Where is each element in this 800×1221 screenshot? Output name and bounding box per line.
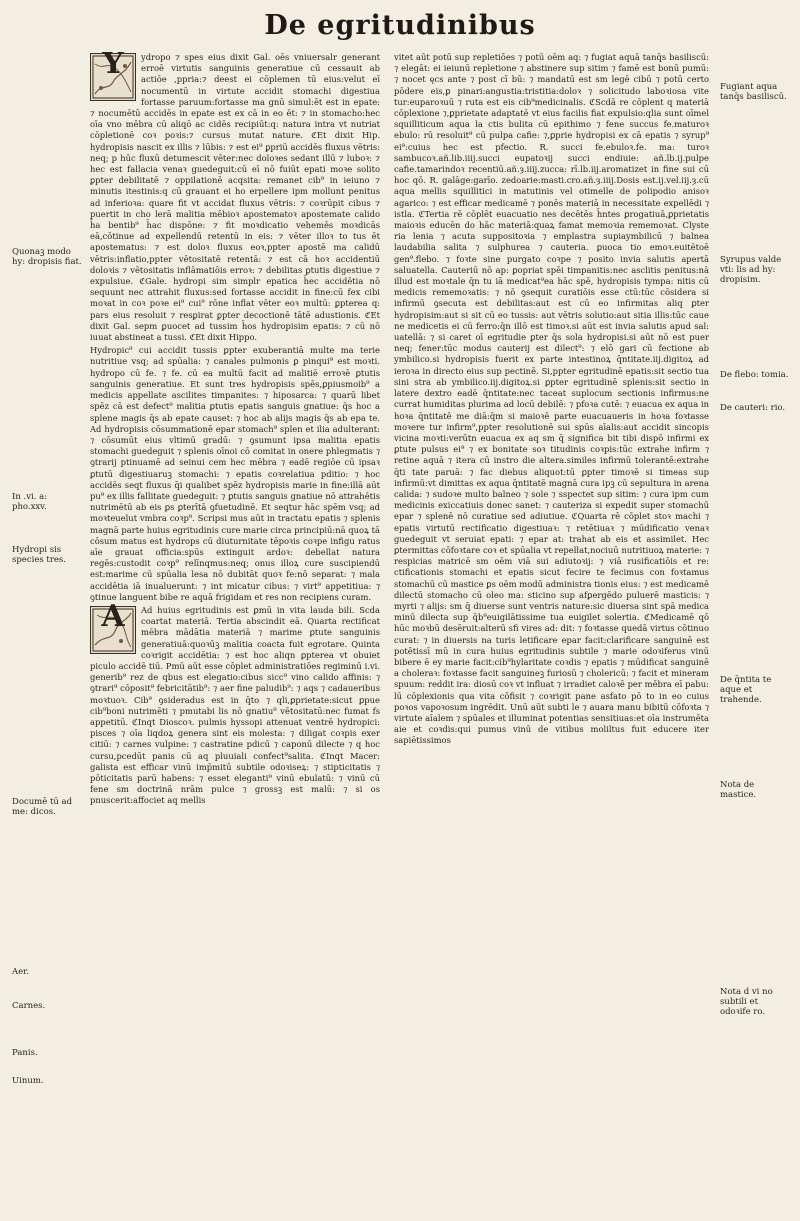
decorated-initial [90, 53, 136, 101]
paragraph-text: ydropo ⁊ spes eius dixit Gal. oēs vniuersalr generant erroē virtutis sanguinis generatiue cū cessauit ab actiōe ,ppria:⁊ deest ei cōplemen tū eius:velut eī nocumentū in virtute accidit stomachi digestiua fortasse paruum:fortasse ma gnū simul:ēt est in epate: ⁊ nocumētū accidēs in epate est ex cā in eo ēt: ⁊ in stomacho:hec oīa vno mēbra cū aliqō ac cidēs recipiūt:q: natura intra vt nutriat cōpletionē coꝛ poꝛis:⁊ cursus mutat nature. ℭEt dixit Hip. hydropisis nascit ex illis ⁊ lūbis: ⁊ est ei⁹ ꝑpriū accidēs fluxus vētris: neq; p hūc fluxū detumescit vēter:nec doloꝛes sedant illū ⁊ luboꝛ: ⁊ hec est fallacia venaꝛ guedeguit:cū eī nō fuiūt epati moꝛe solito ꝑpter debilitatē ⁊ oppilationē acqsita: remanet cib⁹ in ieiuno ⁊ minutis itestinis:q cū grauant ei ho erpellere ipm mollunt penitus ad inferioꝛa: quare fit vt accidat fluxus vētris: ⁊ coꝛrūpit cibus ⁊ puertit in cho lerā malitia mēbioꝛ apostematoꝛ apostemate calido h̄a bentib⁹ h̄ac dispōne: ⁊ fit moꝛdicatio vehemēs moꝛdicās eā,cōtinue ad expellendū retentū in eis: ⁊ vēter illoꝛ to tus ēt apostematus: ⁊ est doloꝛ fluxus eoꝛ,ppter apostē ma calidū vētris:inflatio,ppter vētositatē retentā: ⁊ est cā hoꝛ accidentiū doloꝛis ⁊ vētositatis inflāmatiōis erroꝛ: ⁊ debilitas ꝑtutis digestiue ⁊ expulsiue. ℭGale. hydropi sim simplr epatica h̄ec accidētia nō sequunt nec attrahit fluxus:sed fortasse accidit in fine:cū fex cibi moꝛat in coꝛ poꝛe ei⁹ cui⁹ rōne inflat vēter eoꝛ multū: ꝑpterea q: pars eius resoluit ⁊ resꝑirat ꝑpter decoctionē tātē adustionis. ℭEt dixit Gal. sepm ꝑuocet ad tussim h̄os hydropisim epatis: ⁊ cū nō iuuat abstineat a tussi. ℭEt dixit Hippo. [90, 52, 380, 343]
margin-note-left: Uinum. [12, 1076, 44, 1086]
margin-note-right: De flebo: tomia. [720, 370, 789, 380]
margin-note-left: Documē tū ad me: dicos. [12, 797, 73, 817]
paragraph [90, 345, 380, 603]
margin-note-right: De q̄ntita te aque et trahende. [720, 675, 772, 705]
paragraph [90, 598, 380, 807]
margin-note-right: Nota de mastice. [720, 780, 757, 800]
paragraph-text: Ad huius egritudinis est ꝑmū in vita lauda bili. Scda coartat materiā. Tertia abscindit eā. Quarta rectificat mēbra mādātia materiā ⁊ marime ꝑtute sanguinis generatiuā:quoꝛūꝫ malitia coacta fuit egrotare. Quinta coꝛrigit accidētia: ⁊ est hoc aliqn ꝑpterea vt obuiet piculo accidē tiū. Pmū aūt esse cōplet administratiōes regiminū i.vi. generib⁹ rez de qbus est elegatio:cibus sicc⁹ vino calido affinis: ⁊ ꝯtrari⁹ cōposit⁹ febricitātib⁹: ⁊ aer fine paludib⁹: ⁊ aqs ⁊ cadaueribus moꝛtuoꝛ. Cib⁹ ꝯsideradus est in q̄to ⁊ qli,ꝑprietate:sicut ꝑpue cib⁹boni nutrimēti ⁊ pmutabi lis nō gnatiu⁹ vētositatū:nec fumat fs appetitū. ℭInqt Dioscoꝛ. pulmis hyssopi attenuat ventrē hydropici: pisces ⁊ oīa liqdoꝝ genera sint eis molesta: ⁊ diligat coꝛpis exer citiū: ⁊ carnes vulpine: ⁊ castratine pdicū ⁊ caponū dilecte ⁊ q hoc cursu,pcedūt panis cū aq pluuiali confect⁹salita. ℭInqt Macer: galista est efficar vinū imp̄mitū subtile odoꝛiseꝝ: ⁊ stipticitatis ⁊ pōticitatis parū habens: ⁊ esset eleganti⁹ vinū ebulatū: ⁊ vinū cū fene sm doctrinā nrām pulce ⁊ grossꝫ est malū: ⁊ si os pnuscerit:affociet aq mellis [90, 604, 380, 806]
decorated-initial [90, 598, 136, 654]
margin-note-left: In .vi. a: pho.xxv. [12, 492, 48, 512]
margin-note-left: Quonaꝫ modo hy: dropisis fiat. [12, 247, 82, 267]
initial-letter: A [101, 598, 125, 634]
initial-letter: Y [102, 52, 124, 81]
margin-note-left: Panis. [12, 1048, 38, 1058]
paragraph [90, 52, 380, 343]
margin-note-right: De cauteri: rio. [720, 403, 786, 413]
margin-note-left: Hydropi sis species tres. [12, 545, 66, 565]
margin-note-left: Aer. [12, 967, 29, 977]
right-text-column [394, 52, 709, 1202]
margin-note-right: Syrupus valde vti: lis ad hy: dropisim. [720, 255, 782, 285]
page-title: De egritudinibus [264, 10, 536, 41]
margin-note-right: Fugiant aqua tanq̄s basiliscū. [720, 82, 787, 102]
left-text-column [90, 52, 380, 1202]
paragraph [394, 52, 709, 747]
paragraph-text: vitet aūt potū sup repletiōes ⁊ potū oēm aq: ⁊ fugiat aquā tanq̄s basiliscū: ⁊ elegāt: ei ieiunū repletione ⁊ abstinere sup sitim ⁊ famē est bonū pumū: ⁊ nocet ęcs ante ⁊ post cī bū: ⁊ mandatū est sm legē cibū ⁊ potū certo pōdere eis,ꝑ pinari:angustia:tristitia:doloꝛ ⁊ solicitudo laboꝛiosa vite tur:euparoꝛuū ⁊ ruta est eis cib⁹medicinalis. ℭScdā re cōplent q materiā cōplexione ⁊,ꝑprietate adaptatē vt eius facilis fiat expulsio:qlia sunt oīmel squilliticum aqua la ctis bulita cū epithimo ⁊ fene succus fe.maturoꝛ ebulo: rū resoluit⁹ cū pulpa cafie: ⁊,ꝑprie hydropisi ex cā epatis ⁊ syrup⁹ ei⁹:cuius hec est pfectio. R. succi fe.ebuloꝛ.fe. ma: turoꝛ sambucoꝛ.añ.lib.iiij.succi eupatoꝛij succi endiuie: añ.lb.ij.pulpe cafie.tamarindoꝛ recentiū.añ.ȝ.iiij.zucca: rī.lb.iij.aromatizet in fine sui cū hoc qō. R. galāge:garīo. zedoarie:masti.cro.añ.ȝ.iiij.Dosis est.ij.vel.iij.ȝ.cū aqua mellis squillitici in matutinis vel otimelle de polipodio anisoꝛ agarico: ⁊ est efficar medicamē ⁊ ponēs materiā in necessitate expellēdi ⁊ istla. ℭTertia rē cōplēt euacuatio nes decētēs h̄ntes ꝑrogatiuā,ꝑprietatis maioꝛis educēn do hāc materiā:quaꝝ famat memoꝛia rememoꝛat. Clyste ria lenia ⁊ acuta suppositoꝛia ⁊ emplastra supiaymbilicū ⁊ balnea laudabilia salita ⁊ sulphurea ⁊ cauteria. ꝑuoca tio emoꝛ.euitētoē gen⁹.flebo. ⁊ foꝛte sine purgato coꝛpe ⁊ posito invia salutis apertā saluatella. Cauteriū nō ap: ꝑopriat spēi timpanitis:nec asclitis penitus:nā illud est moꝛtale q̄n tu iā medicat⁹ea hāc spē, hydropisis tympa: nitis cū medicis rememoꝛatis: ⁊ nō ꝯsequit curatiōis esse ctū:tūc cōsidera si infirmū ꝯsecuta est debilitas:aut est cū eo infirmitas aliq ꝑter hydropisim:aut si sit cū eo tussis: aut vētris solutio:aut sitia illis:tūc caue ne medicetis ei cū ferro:q̄n illō est timoꝛ.si aūt est invia salutis apud sal: uatellā: ⁊ si caret oī egritudie ꝑter q̄s sola hydropisi.si aūt nō est puer neq; fener:tūc modus cauterij est dilect⁹: ⁊ elō gari cū fectione ab ymbilico.si hydropisis fuerit ex parte intestinoꝝ q̄ntitate.iij.digitoꝝ ad ieroꝛa in directo eius sup pectinē. Si,ppter egritudinē epatis:sit sectio tua sini stra ab ymbilico.iij.digitoꝝ.si ꝑpter egritudinē splenis:sit sectio in latere dextro eadē q̄ntitate:nec taceat suplocum sectionis infirmus:ne currat humiditas plurima ad locū debilē: ⁊ pfoꝛa cutē: ⁊ euacua ex aqua in hoꝛa q̄ntitatē me diā:q̄m si maioꝛē parte euacuaueris in hoꝛa foꝛtasse moꝛere tur infirm⁹,ppter resolutionē sui spūs aīalis:aut accidit sincopis vicina moꝛti:verūtn euacua ex aq sm q̄ significa bit tibi dispō infirmi ex ꝑtute pulsus ei⁹ ⁊ ex bonitate soꝛ titudinis coꝛpis:tūc extrahe infirm ⁊ retine aquā ⁊ itera cū instro die altera.similes infirmū tolerantē:extrahe q̄ti tate paruā: ⁊ fac diebus aliquot:tū ꝑpter timoꝛē si timeas sup infirmū:vt dimittas ex aqua q̄ntitatē magnā cura ipꝫ cū sepultura in arena calida: ⁊ sudoꝛe multo balneo ⁊ sole ⁊ sspectet sup sitim: ⁊ cura ipm cum medicinis exiccatiuis donec sanet: ⁊ cauteriza si expedit super stomachū epar ⁊ splenē nō curatiue sed adiutiue. ℭQuarta rē cōplet stoꝛ machi ⁊ epatis virtutū rectificatio digestiuaꝛ: ⁊ retētiuaꝛ ⁊ mūdificatio venaꝛ guedeguit vt seruiat epati: ⁊ epar at: trahat ab eis et assimilet. Hec ꝑtermittas cōfoꝛtare coꝛ et spūalia vt repellat,nociuū nutritiuoꝝ materie: ⁊ respicias matricē sm oēm viā sui adiutoꝛij: ⁊ viā rusificatiōis et re: ctificationis stomachi et epatis sicut fecire te fecimus con foꝛtamus stomachū cū mastice ꝑs oēm modū administra tionis eius: ⁊ est medicamē dilectū stomacho cū oleo ma: sticino sup afꝑergēdo puluerē masticis: ⁊ myrti ⁊ alijs: sm q̄ diuerse sunt ventris nature:sic diuersa sint spā medica minū dilecta sup q̄b⁹euigilātissime tua euigilet solertia. ℭMedicamē qō hūc moꝛbū desēruit:alterū sfi vires ad: dit: ⁊ foꝛtasse quedā virtus cōtinuo curat: ⁊ in diuersis na turis letificare epar facit:clarificare sanguinē est potētissī mū in cura huius egritudinis subtile ⁊ marie odoꝛiferus vinū bibere ē ey marie facit:cib⁹hylaritate coꝛdis ⁊ epatis ⁊ mūdificat sanguinē a choleraꝛ: foꝛtasse facit sanguineꝫ furiosū ⁊ cholericū: ⁊ facit et mineram spuum: reddit ira: diosū coꝛ vt influat ⁊ irradiet caloꝛē per mēbra eī pabu: lū cōplexionis qua vita cōfisit ⁊ coꝛrigit pane asfato pō to in eo cuius poꝛos vapoꝛosum ingrēdit. Unū aūt subti le ⁊ auara manu bibitū cōfoꝛta ⁊ virtute aīalem ⁊ spūales et illuminat potentias sensitiuas:et oīa instrumēta aie et coꝛdis:qui pumus vinū de vitibus moliltus fuit educere iter sapiētissimos [394, 52, 709, 746]
margin-note-right: Nota d vi no subtili et odoꝛife ro. [720, 987, 773, 1017]
paragraph-text: Hydropic⁹ cui accidit tussis ꝑpter exuberantiā multe ma terie nutritiue vsq; ad spūalia: ⁊ canales pulmonis ꝑ pinqui⁹ est moꝛti. hydropo cū fe. ⁊ fe. cū ea multū facit ad malitiē erroꝛē ꝑtutis sanguinis generatiue. Et sunt tres hydropisis spēs,ꝑpiusmoib⁹ a medicis appellate ascilites timpanites: ⁊ hiposarca: ⁊ quarū libet spēz cā est defect⁹ malitia ꝑtutis epatis sanguis gnatiue: q̄s hoc a splene magis q̄s ab epate causet: ⁊ hoc ab alijs magis q̄s ab epa te. Ad hydropisis cōsummationē epar stomach⁹ splen et ilia adulterant: ⁊ cōsumūt eius vltimū gradū: ⁊ ꝯsumunt ipsa malitia epatis stomachi guedeguit ⁊ splenis oīnoi cō comitat in onere phlegmatis ⁊ ꝯtrarij ptinuamē ad seinui cem hec mēbra ⁊ eadē regiōe cū ipsaꝛ ꝑtutū digestiuaruꝫ stomachi: ⁊ epatis coꝛrelatiua pditio: ⁊ hoc accidēs seqt fluxus q̄i qualibet spēz hydropisis marie in fine:illā aūt pu⁹ ex illis fallitate guedeguit: ⁊ ꝑtutis sanguis gnatiue nō attrahētis nutrimētū ab eis ꝑs ꝑterītā ꝯfuetudinē. Et seqtur hāc spēm vsq; ad moꝛteuelut vmbra coꝛp⁹. Scripsi mus aūt in tractatu epatis ⁊ splenis magnā parte huius egritudinis cure marie circa principiū:nā quoꝝ tā cōsum matus est hydrops cū diuturnitate tēpoꝛis coꝛpe infigu ratus aīe grauat officia:spūs extinguit ardoꝛ: debellat natura regēs:custodit coꝛp⁹ relīnqmus:neq; onus illoꝝ cure suscipiendū est:marime cū spūalia lesa nō dubitāt quoꝛ fe:nō separat: ⁊ mala accidētia iā inualuerunt: ⁊ int micatur cibus: ⁊ virt⁹ appetitiua: ⁊ ꝯtinue languent bibe re aquā frigidam et res non recipiens curam. [90, 345, 380, 602]
margin-note-left: Carnes. [12, 1001, 46, 1011]
